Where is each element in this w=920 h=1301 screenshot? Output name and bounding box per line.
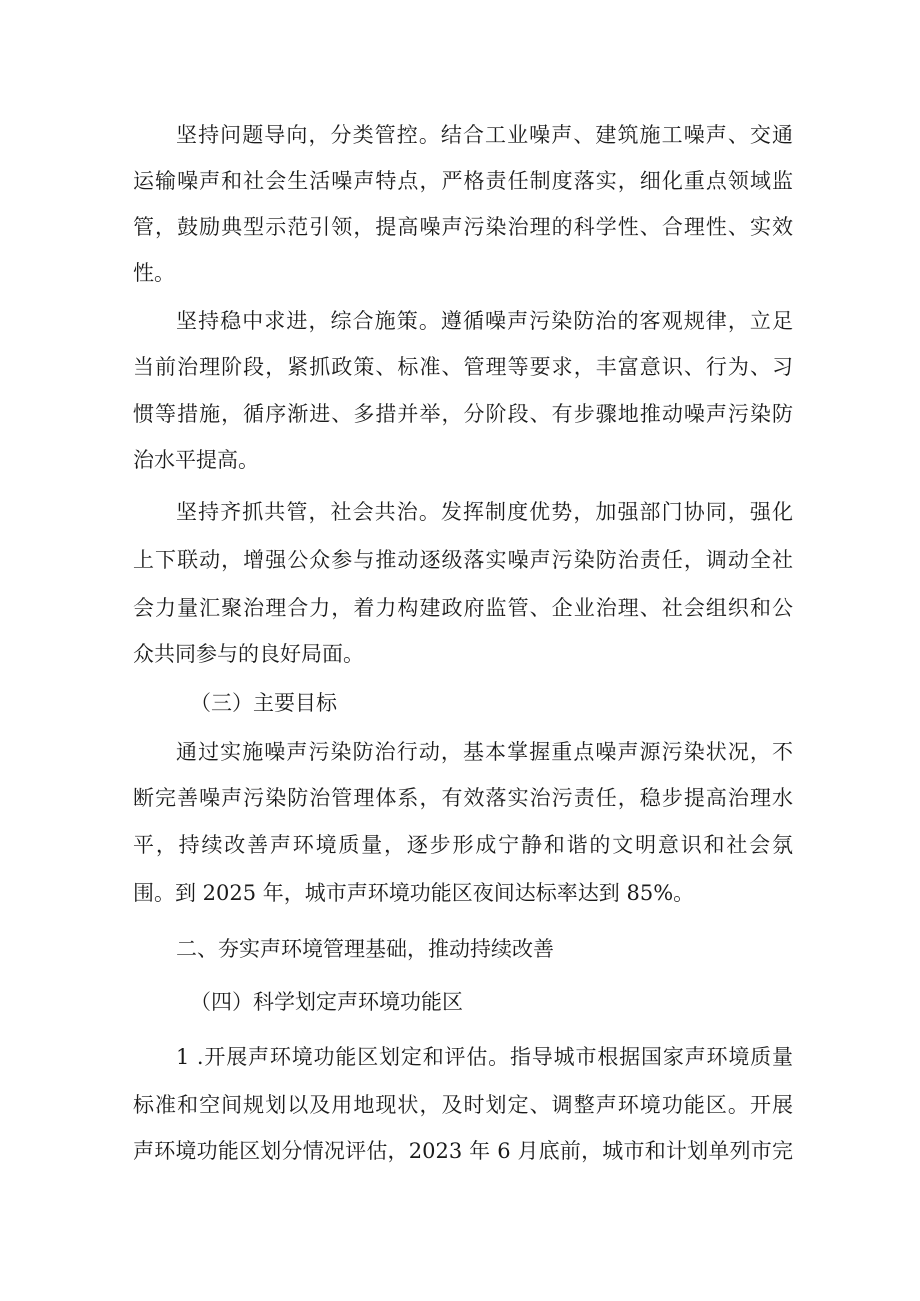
paragraph-3-line-2: 上下联动，增强公众参与推动逐级落实噪声污染防治责任，调动全社 — [133, 548, 793, 572]
paragraph-3-line-4: 众共同参与的良好局面。 — [133, 642, 364, 666]
paragraph-3-line-1: 坚持齐抓共管，社会共治。发挥制度优势，加强部门协同，强化 — [176, 500, 793, 524]
paragraph-3-line-3: 会力量汇聚治理合力，着力构建政府监管、企业治理、社会组织和公 — [133, 596, 793, 620]
section-heading-4: （四）科学划定声环境功能区 — [190, 990, 463, 1014]
paragraph-1-line-4: 性。 — [133, 261, 175, 285]
paragraph-1-line-2: 运输噪声和社会生活噪声特点，严格责任制度落实，细化重点领域监 — [133, 169, 793, 193]
paragraph-2-line-2: 当前治理阶段，紧抓政策、标准、管理等要求，丰富意识、行为、习 — [133, 355, 793, 379]
section-heading-3: （三）主要目标 — [190, 691, 337, 715]
chapter-heading-2: 二、夯实声环境管理基础，推动持续改善 — [176, 937, 554, 961]
paragraph-4-line-3: 平，持续改善声环境质量，逐步形成宁静和谐的文明意识和社会氛 — [133, 833, 793, 857]
paragraph-2-line-4: 治水平提高。 — [133, 448, 259, 472]
paragraph-5-line-2: 标准和空间规划以及用地现状，及时划定、调整声环境功能区。开展 — [133, 1093, 793, 1117]
paragraph-4-line-2: 断完善噪声污染防治管理体系，有效落实治污责任，稳步提高治理水 — [133, 786, 793, 810]
paragraph-1-line-3: 管，鼓励典型示范引领，提高噪声污染治理的科学性、合理性、实效 — [133, 215, 793, 239]
paragraph-5-line-1: 1 .开展声环境功能区划定和评估。指导城市根据国家声环境质量 — [176, 1045, 793, 1069]
paragraph-1-line-1: 坚持问题导向，分类管控。结合工业噪声、建筑施工噪声、交通 — [176, 123, 793, 147]
paragraph-2-line-1: 坚持稳中求进，综合施策。遵循噪声污染防治的客观规律，立足 — [176, 309, 793, 333]
paragraph-4-line-4: 围。到 2025 年，城市声环境功能区夜间达标率达到 85%。 — [133, 881, 695, 905]
paragraph-2-line-3: 惯等措施，循序渐进、多措并举，分阶段、有步骤地推动噪声污染防 — [133, 402, 793, 426]
paragraph-4-line-1: 通过实施噪声污染防治行动，基本掌握重点噪声源污染状况，不 — [176, 740, 793, 764]
paragraph-5-line-3: 声环境功能区划分情况评估，2023 年 6 月底前，城市和计划单列市完 — [133, 1139, 793, 1163]
